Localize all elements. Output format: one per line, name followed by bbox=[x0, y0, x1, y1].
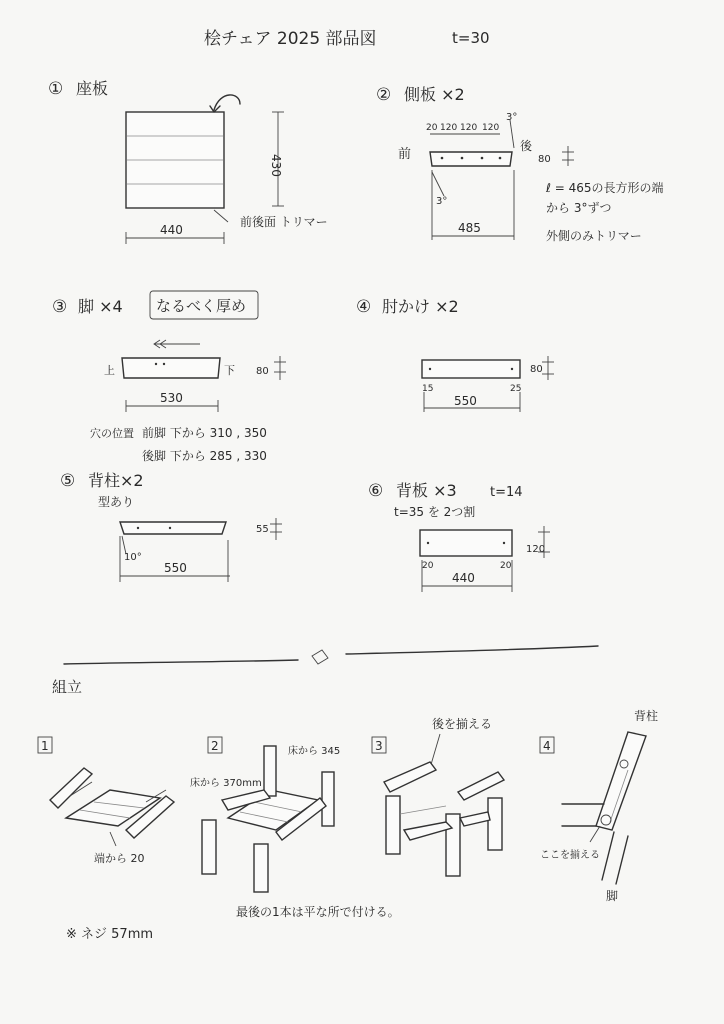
part1-leader bbox=[214, 210, 228, 222]
part6-name: 背板 ×3 bbox=[396, 481, 457, 500]
part6-thickness: t=14 bbox=[490, 485, 523, 500]
part4-height-dim bbox=[542, 356, 554, 380]
part1-name: 座板 bbox=[76, 79, 109, 98]
step2-number: 2 bbox=[211, 739, 219, 753]
part2-back: 後 bbox=[520, 139, 533, 153]
part3-height-dim bbox=[274, 356, 286, 380]
sheet-title: 桧チェア 2025 部品図 bbox=[204, 29, 377, 49]
part5-number: ⑤ bbox=[60, 471, 76, 491]
part3-back-leg: 後脚 下から 285 , 330 bbox=[142, 449, 267, 463]
part5-angle: 10° bbox=[124, 552, 142, 563]
step4-mid-label: ここを揃える bbox=[540, 850, 600, 861]
part4-name: 肘かけ ×2 bbox=[382, 297, 459, 316]
part3-length: 530 bbox=[160, 391, 183, 405]
step4-bottom-label: 脚 bbox=[606, 889, 619, 903]
part4-length: 550 bbox=[454, 394, 477, 408]
part2-note2: から 3°ずつ bbox=[546, 201, 612, 215]
part2-height: 80 bbox=[538, 154, 551, 165]
step4-top-label: 背柱 bbox=[634, 709, 659, 723]
step2-note-right: 床から 345 bbox=[288, 746, 341, 757]
part2-dim-c: 120 bbox=[460, 123, 478, 133]
step4-number: 4 bbox=[543, 739, 551, 753]
part6-length: 440 bbox=[452, 571, 475, 585]
part2-dim-b: 120 bbox=[440, 123, 458, 133]
part2-dim-d: 120 bbox=[482, 123, 500, 133]
part5-name: 背柱×2 bbox=[88, 471, 144, 490]
part3-front-leg: 前脚 下から 310 , 350 bbox=[142, 426, 267, 440]
part6-back-board bbox=[420, 530, 512, 556]
part5-sub: 型あり bbox=[98, 495, 135, 509]
part6-number: ⑥ bbox=[368, 481, 384, 501]
divider-mark bbox=[312, 650, 328, 664]
divider-left bbox=[64, 660, 298, 664]
part1-number: ① bbox=[48, 79, 64, 99]
part2-dim-a: 20 bbox=[426, 123, 438, 133]
part4-number: ④ bbox=[356, 297, 372, 317]
step4-sketch bbox=[562, 732, 646, 884]
part3-name: 脚 ×4 bbox=[78, 297, 123, 316]
part3-height: 80 bbox=[256, 366, 269, 377]
part5-height: 55 bbox=[256, 524, 269, 535]
part6-right-off: 20 bbox=[500, 561, 512, 571]
part2-angle-bottom: 3° bbox=[436, 196, 448, 207]
step3-note: 後を揃える bbox=[432, 717, 493, 731]
part5-length: 550 bbox=[164, 561, 187, 575]
part4-right-off: 25 bbox=[510, 384, 522, 394]
part2-name: 側板 ×2 bbox=[404, 85, 465, 104]
part5-back-post bbox=[120, 522, 226, 534]
footnote: ※ ネジ 57mm bbox=[66, 927, 154, 942]
step3-sketch bbox=[384, 762, 504, 876]
part1-height: 430 bbox=[269, 154, 283, 177]
part3-boxed-note: なるべく厚め bbox=[156, 297, 247, 315]
step3-number: 3 bbox=[375, 739, 383, 753]
part2-angle-bottom-line bbox=[432, 172, 444, 196]
part6-height: 120 bbox=[526, 544, 546, 555]
step2-note-bottom: 最後の1本は平な所で付ける。 bbox=[236, 905, 400, 919]
step1-number: 1 bbox=[41, 739, 49, 753]
part3-leg bbox=[122, 358, 220, 378]
part3-number: ③ bbox=[52, 297, 68, 317]
step1-sketch bbox=[50, 768, 174, 846]
sheet-thickness: t=30 bbox=[452, 29, 490, 47]
step2-sketch bbox=[202, 746, 334, 892]
part2-front: 前 bbox=[398, 147, 412, 162]
step1-note: 端から 20 bbox=[94, 852, 145, 865]
part3-hole-label: 穴の位置 bbox=[90, 427, 134, 440]
part4-armrest bbox=[422, 360, 520, 378]
part2-angle-top: 3° bbox=[506, 112, 518, 123]
part2-note1: ℓ = 465の長方形の端 bbox=[546, 181, 664, 195]
part4-height: 80 bbox=[530, 364, 543, 375]
part2-height-dim bbox=[562, 146, 574, 166]
assembly-title: 組立 bbox=[52, 678, 83, 696]
part2-number: ② bbox=[376, 85, 392, 105]
part5-height-dim bbox=[270, 518, 282, 540]
part3-bottom: 下 bbox=[224, 364, 235, 377]
part1-seat-board bbox=[126, 112, 224, 208]
part1-note: 前後面 トリマー bbox=[240, 215, 328, 229]
step2-note-left: 床から 370mm bbox=[190, 778, 262, 789]
part6-sub: t=35 を 2つ割 bbox=[394, 505, 476, 519]
divider-right bbox=[346, 646, 598, 654]
part2-angle-line bbox=[510, 120, 514, 148]
part6-left-off: 20 bbox=[422, 561, 434, 571]
step4-leader bbox=[590, 826, 600, 842]
part2-width: 485 bbox=[458, 221, 481, 235]
part4-left-off: 15 bbox=[422, 384, 434, 394]
part3-top: 上 bbox=[104, 364, 115, 377]
part2-note3: 外側のみトリマー bbox=[546, 229, 642, 243]
part1-width: 440 bbox=[160, 223, 183, 237]
